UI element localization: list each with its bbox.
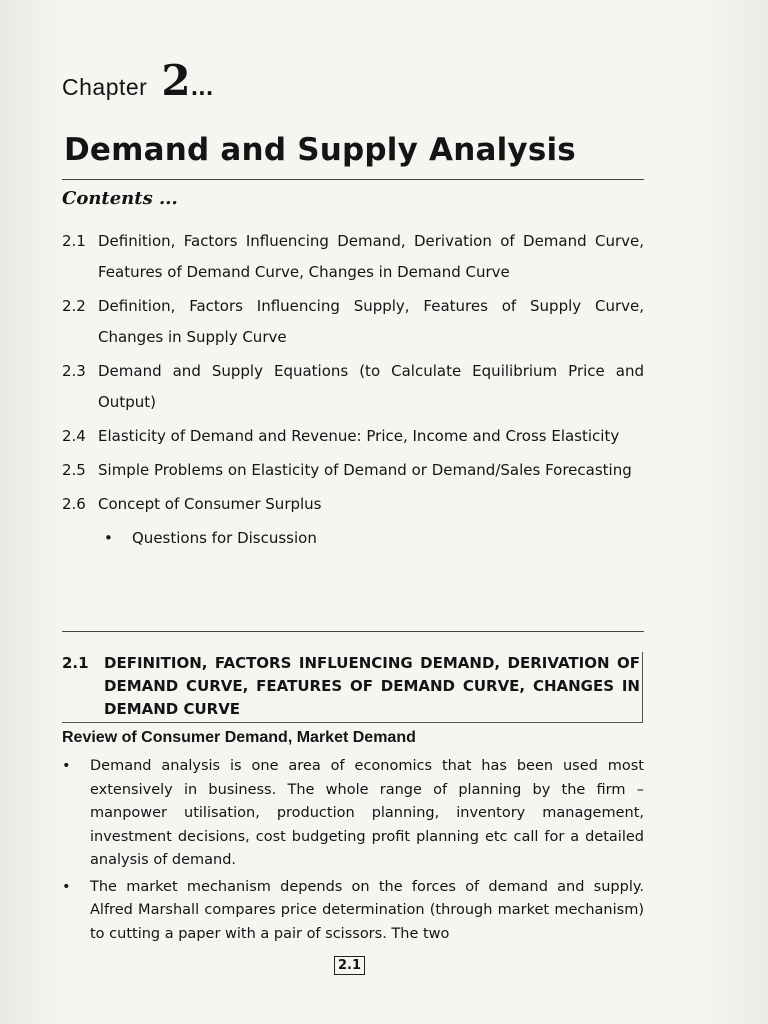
- section-heading-box: [62, 652, 643, 723]
- bullet-icon: •: [62, 758, 71, 774]
- toc-item-text: Concept of Consumer Surplus: [98, 495, 322, 513]
- scan-left-margin: [0, 0, 62, 1024]
- toc-item-number: 2.4: [62, 427, 86, 445]
- toc-item: [62, 291, 644, 353]
- toc-item: [62, 421, 644, 452]
- section-number: 2.1: [62, 654, 89, 672]
- toc-item-number: 2.3: [62, 362, 86, 380]
- toc-item-number: 2.2: [62, 297, 86, 315]
- toc-item-text: Simple Problems on Elasticity of Demand or Demand/Sales Forecasting: [98, 461, 632, 479]
- scan-right-margin: [698, 0, 768, 1024]
- chapter-label: [62, 56, 213, 106]
- toc-item: [62, 489, 644, 520]
- toc-bullet-item: [62, 523, 644, 554]
- paragraph-text: Demand analysis is one area of economics that has been used most extensively in business. The whole range of planning by the firm – manpower utilisation, production planning, inventory management, investment decisions, cost budgeting profit planning etc call for a detailed analysis of demand.: [90, 758, 644, 868]
- section-title: DEFINITION, FACTORS INFLUENCING DEMAND, DERIVATION OF DEMAND CURVE, FEATURES OF DEMAND CURVE, CHANGES IN DEMAND CURVE: [104, 654, 640, 718]
- chapter-number: 2: [161, 56, 191, 105]
- toc-bullet-text: Questions for Discussion: [132, 529, 317, 547]
- toc-item-text: Definition, Factors Influencing Demand, Derivation of Demand Curve, Features of Demand Curve, Changes in Demand Curve: [98, 232, 644, 281]
- toc-item-number: 2.1: [62, 232, 86, 250]
- toc-item-text: Definition, Factors Influencing Supply, Features of Supply Curve, Changes in Supply Curve: [98, 297, 644, 346]
- bullet-icon: •: [62, 878, 71, 895]
- document-page: [62, 0, 644, 1024]
- table-of-contents: [62, 226, 644, 554]
- toc-item: [62, 226, 644, 288]
- title-divider: [62, 179, 644, 180]
- toc-item: [62, 455, 644, 486]
- page-number: 2.1: [334, 956, 365, 975]
- bullet-icon: •: [104, 529, 113, 547]
- body-text: [62, 755, 644, 949]
- toc-item-number: 2.6: [62, 495, 86, 513]
- body-paragraph: [62, 876, 644, 947]
- subheading: Review of Consumer Demand, Market Demand: [62, 729, 416, 746]
- toc-item-text: Elasticity of Demand and Revenue: Price, Income and Cross Elasticity: [98, 427, 620, 445]
- toc-item-text: Demand and Supply Equations (to Calculate Equilibrium Price and Output): [98, 362, 644, 411]
- paragraph-text: The market mechanism depends on the forces of demand and supply. Alfred Marshall compares price determination (through market mechanism) to cutting a paper with a pair of scissors. The two: [90, 878, 644, 942]
- toc-item-number: 2.5: [62, 461, 86, 479]
- body-paragraph: [62, 755, 644, 873]
- contents-heading: Contents ...: [62, 188, 178, 209]
- contents-divider: [62, 631, 644, 632]
- chapter-word: Chapter: [62, 74, 148, 100]
- chapter-dots: ...: [190, 76, 214, 100]
- chapter-title: Demand and Supply Analysis: [64, 132, 576, 168]
- toc-item: [62, 356, 644, 418]
